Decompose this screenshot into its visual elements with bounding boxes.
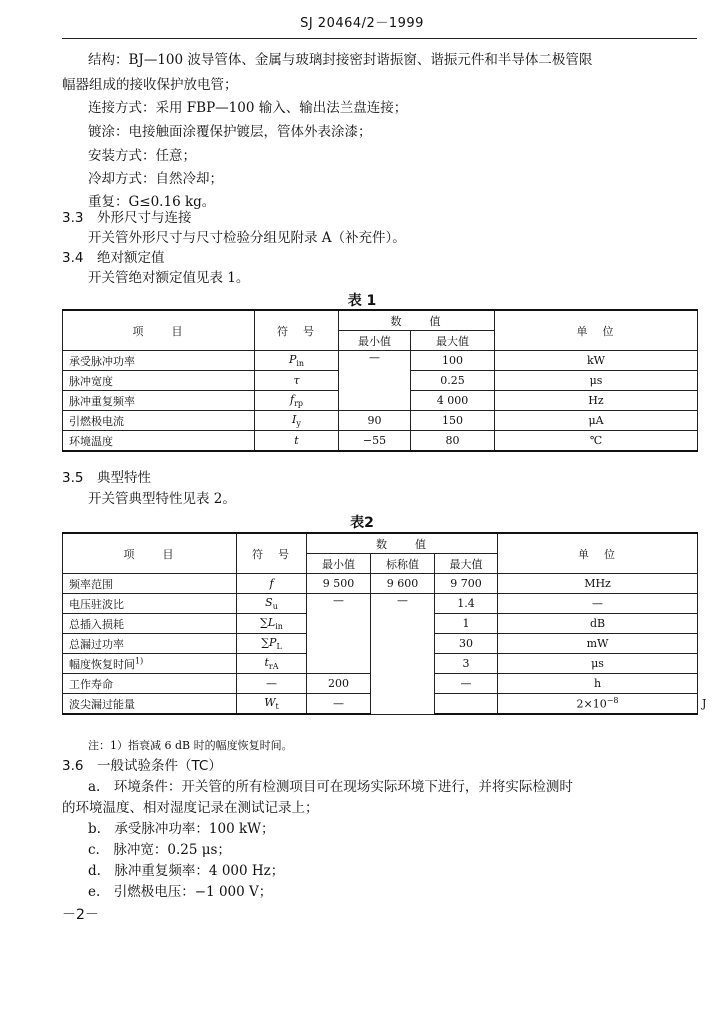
table1-header-item: 项 目 xyxy=(63,310,255,351)
cell-max: 3 xyxy=(435,654,498,674)
table1-header-max: 最大值 xyxy=(411,331,495,351)
cell-nom xyxy=(435,694,498,715)
cell-max: — xyxy=(435,674,498,694)
cell-item: 工作寿命 xyxy=(63,674,237,694)
cell-unit: dB xyxy=(498,614,698,634)
table2-caption: 表2 xyxy=(350,515,374,531)
section-3-6-line: c. 脉冲宽：0.25 μs； xyxy=(88,842,231,858)
cell-symbol: τ xyxy=(255,371,339,391)
cell-max: 30 xyxy=(435,634,498,654)
cell-max: 4 000 xyxy=(411,391,495,411)
cell-symbol: t xyxy=(255,431,339,452)
intro-line: 冷却方式：自然冷却； xyxy=(88,171,223,187)
section-3-3-text: 开关管外形尺寸与尺寸检验分组见附录 A（补充件）。 xyxy=(88,230,406,246)
cell-min: −55 xyxy=(339,431,411,452)
cell-item: 脉冲宽度 xyxy=(63,371,255,391)
section-3-6-line: a. 环境条件：开关管的所有检测项目可在现场实际环境下进行，并将实际检测时 xyxy=(88,779,573,795)
table2-header-unit: 单 位 xyxy=(498,533,698,574)
table-row xyxy=(63,351,698,371)
table1-header-symbol: 符 号 xyxy=(255,310,339,351)
section-3-6-title: 3.6 一般试验条件（TC） xyxy=(62,758,222,774)
section-3-5-text: 开关管典型特性见表 2。 xyxy=(88,491,236,507)
cell-item: 总漏过功率 xyxy=(63,634,237,654)
section-3-6-line: d. 脉冲重复频率：4 000 Hz； xyxy=(88,863,285,879)
table2-header-min: 最小值 xyxy=(307,554,371,574)
cell-max: 80 xyxy=(411,431,495,452)
cell-item: 承受脉冲功率 xyxy=(63,351,255,371)
cell-max: 100 xyxy=(411,351,495,371)
page-header-doc-number: SJ 20464/2－1999 xyxy=(300,16,424,31)
table-row: 波尖漏过能量 $W_t$ — $2\times 10^{-8}$ J xyxy=(63,694,698,715)
cell-unit: μs xyxy=(495,371,698,391)
table2-header-symbol: 符 号 xyxy=(237,533,307,574)
cell-nom: — xyxy=(371,594,435,715)
table1-header-min: 最小值 xyxy=(339,331,411,351)
intro-line: 幅器组成的接收保护放电管； xyxy=(62,77,238,93)
cell-symbol: $f_{rp}$ xyxy=(255,391,339,411)
cell-item: 总插入损耗 xyxy=(63,614,237,634)
cell-symbol: $I_y$ xyxy=(255,411,339,431)
cell-symbol: $\sum P_L$ xyxy=(237,634,307,654)
cell-symbol: $S_u$ xyxy=(237,594,307,614)
section-3-6-line: 的环境温度、相对湿度记录在测试记录上； xyxy=(62,800,319,816)
table1-header-unit: 单 位 xyxy=(495,310,698,351)
cell-item: 频率范围 xyxy=(63,574,237,594)
cell-min: 90 xyxy=(339,411,411,431)
table2-header-value: 数 值 xyxy=(307,533,498,554)
table-row xyxy=(63,431,698,452)
cell-max: 9 700 xyxy=(435,574,498,594)
table1-header-value: 数 值 xyxy=(339,310,495,331)
section-3-4-title: 3.4 绝对额定值 xyxy=(62,250,165,266)
page-number: －2－ xyxy=(62,907,99,923)
cell-item: 环境温度 xyxy=(63,431,255,452)
intro-line: 连接方式：采用 FBP—100 输入、输出法兰盘连接； xyxy=(88,100,408,116)
table1 xyxy=(62,309,698,452)
table2-header-item: 项 目 xyxy=(63,533,237,574)
cell-min: 200 xyxy=(307,674,371,694)
cell-symbol: $\sum L_{in}$ xyxy=(237,614,307,634)
intro-line: 重复：G≤0.16 kg。 xyxy=(88,194,216,210)
table-row xyxy=(63,574,698,594)
cell-min: — xyxy=(339,351,411,411)
cell-item: 引燃极电流 xyxy=(63,411,255,431)
intro-line: 镀涂：电接触面涂覆保护镀层，管体外表涂漆； xyxy=(88,124,372,140)
cell-unit: kW xyxy=(495,351,698,371)
cell-symbol: $t_{rA}$ xyxy=(237,654,307,674)
cell-symbol: $P_{in}$ xyxy=(255,351,339,371)
cell-max: 1.4 xyxy=(435,594,498,614)
cell-symbol: f xyxy=(237,574,307,594)
cell-nom: 9 600 xyxy=(371,574,435,594)
cell-min: — xyxy=(307,694,371,715)
cell-min: 9 500 xyxy=(307,574,371,594)
intro-line: 安装方式：任意； xyxy=(88,148,196,164)
header-rule xyxy=(62,38,697,39)
cell-symbol: — xyxy=(237,674,307,694)
section-3-4-text: 开关管绝对额定值见表 1。 xyxy=(88,270,250,286)
cell-unit: — xyxy=(498,594,698,614)
cell-item: 脉冲重复频率 xyxy=(63,391,255,411)
table2-header-max: 最大值 xyxy=(435,554,498,574)
section-3-3-title: 3.3 外形尺寸与连接 xyxy=(62,210,192,226)
table2-header-nom: 标称值 xyxy=(371,554,435,574)
cell-unit: μs xyxy=(498,654,698,674)
table2-note: 注：1）指衰减 6 dB 时的幅度恢复时间。 xyxy=(88,739,293,752)
cell-item: 电压驻波比 xyxy=(63,594,237,614)
table-row xyxy=(63,411,698,431)
cell-max: 1 xyxy=(435,614,498,634)
section-3-6-line: b. 承受脉冲功率：100 kW； xyxy=(88,821,275,837)
cell-symbol: $W_t$ xyxy=(237,694,307,715)
cell-item: 波尖漏过能量 xyxy=(63,694,237,715)
cell-unit: Hz xyxy=(495,391,698,411)
cell-item: 幅度恢复时间$^{1)}$ xyxy=(63,654,237,674)
cell-min: — xyxy=(307,594,371,674)
table-row xyxy=(63,594,698,614)
intro-line: 结构：BJ—100 波导管体、金属与玻璃封接密封谐振窗、谐振元件和半导体二极管限 xyxy=(88,52,593,68)
cell-unit: MHz xyxy=(498,574,698,594)
cell-max: 150 xyxy=(411,411,495,431)
cell-unit: ℃ xyxy=(495,431,698,452)
cell-max: 0.25 xyxy=(411,371,495,391)
cell-unit: μA xyxy=(495,411,698,431)
table1-caption: 表 1 xyxy=(347,293,377,309)
section-3-6-line: e. 引燃极电压：−1 000 V； xyxy=(88,884,273,900)
table2 xyxy=(62,532,707,715)
cell-max: $2\times 10^{-8}$ xyxy=(498,694,698,715)
cell-unit: mW xyxy=(498,634,698,654)
section-3-5-title: 3.5 典型特性 xyxy=(62,470,151,486)
cell-unit: h xyxy=(498,674,698,694)
